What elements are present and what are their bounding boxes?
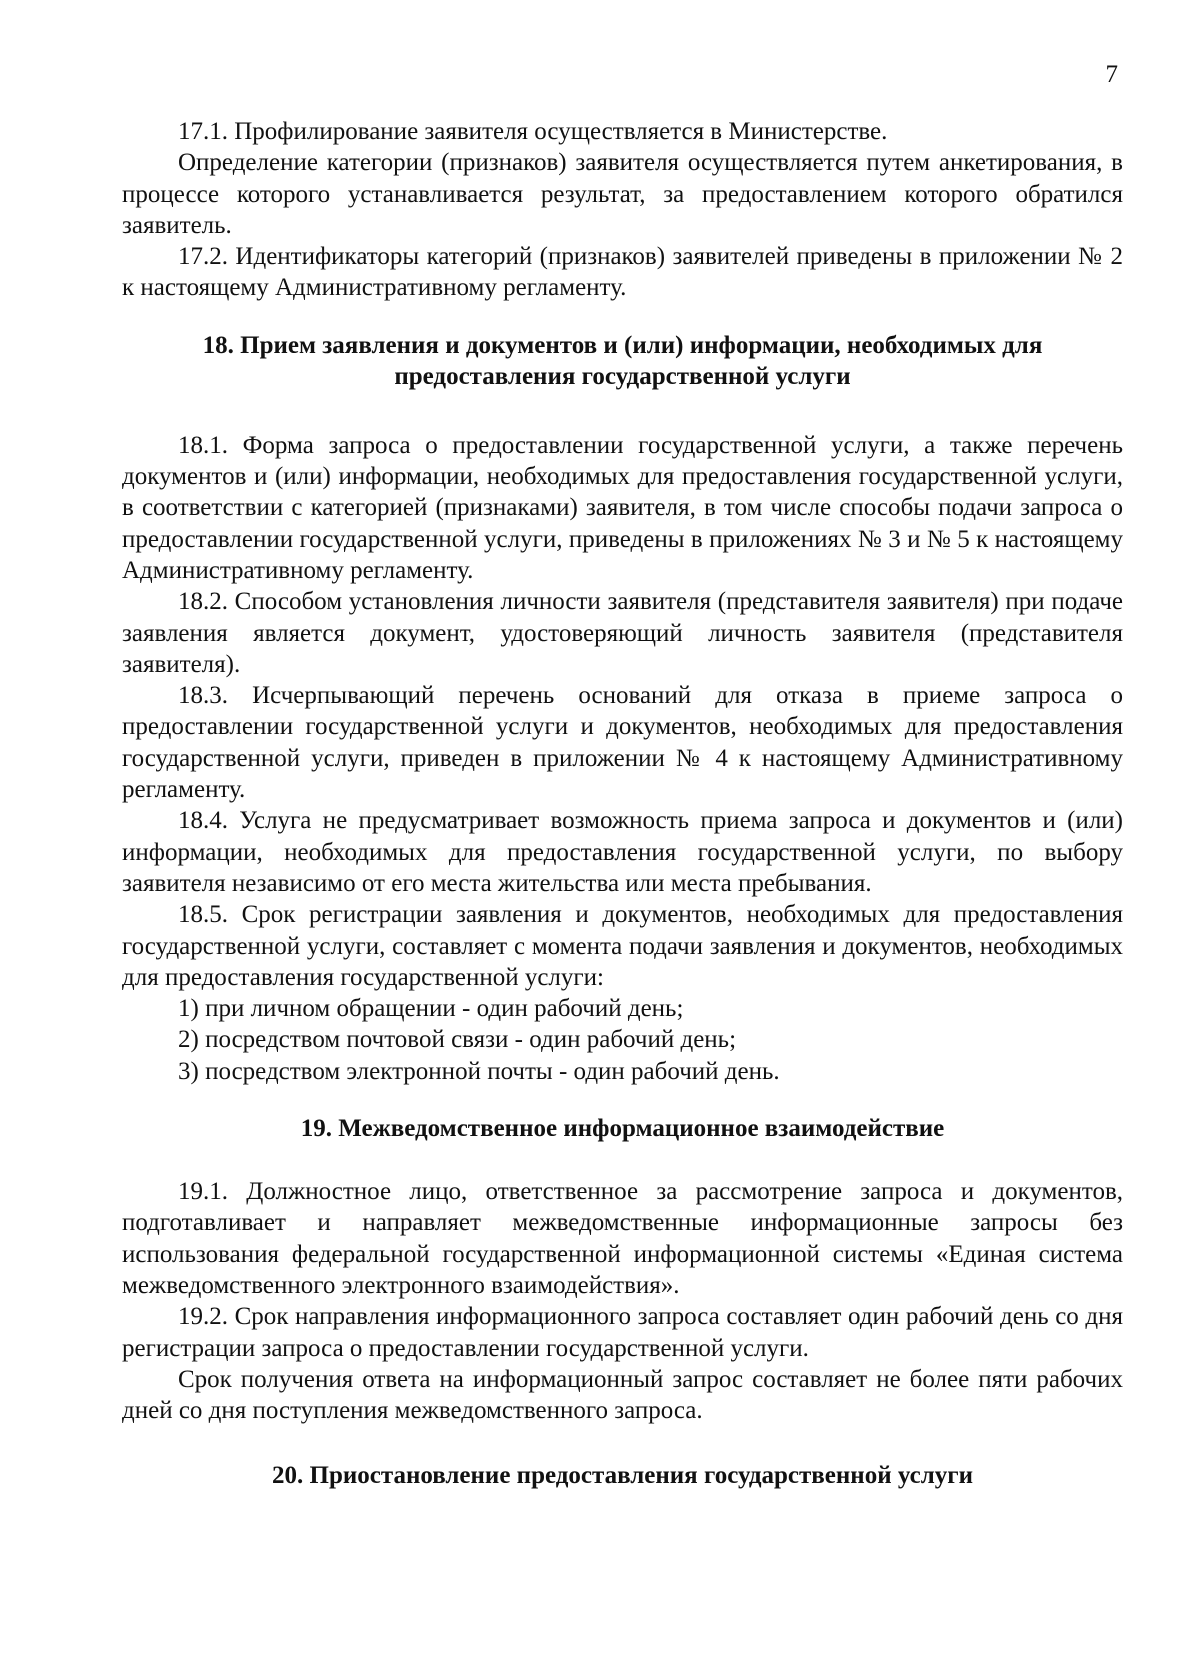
section-19	[122, 1176, 1123, 1426]
paragraph-17-1: 17.1. Профилирование заявителя осуществляется в Министерстве.	[178, 118, 888, 145]
paragraph-18-1: 18.1. Форма запроса о предоставлении государственной услуги, а также перечень документов и (или) информации, необходимых для предоставления государственной услуги, в соответствии с категорией (признаками) заявителя, в том числе способы подачи запроса о предоставлении государственной услуги, приведены в приложениях № 3 и № 5 к настоящему Административному регламенту.	[122, 431, 1123, 584]
section-17	[122, 116, 1123, 304]
paragraph-19-2: 19.2. Срок направления информационного запроса составляет один рабочий день со дня регистрации запроса о предоставлении государственной услуги.	[122, 1303, 1123, 1362]
list-item-18-5-2: 2) посредством почтовой связи - один рабочий день;	[178, 1026, 737, 1054]
page-content	[122, 116, 1123, 1491]
paragraph-17-1-definition: Определение категории (признаков) заявителя осуществляется путем анкетирования, в процессе которого устанавливается результат, за предоставлением которого обратился заявитель.	[122, 149, 1123, 239]
paragraph-18-3: 18.3. Исчерпывающий перечень оснований для отказа в приеме запроса о предоставлении государственной услуги и документов, необходимых для предоставления государственной услуги, приведен в приложении № 4 к настоящему Административному регламенту.	[122, 682, 1123, 804]
paragraph-18-5: 18.5. Срок регистрации заявления и документов, необходимых для предоставления государственной услуги, составляет с момента подачи заявления и документов, необходимых для предоставления государственной услуги:	[122, 901, 1123, 991]
page-number: 7	[1105, 61, 1118, 88]
paragraph-17-2: 17.2. Идентификаторы категорий (признаков) заявителей приведены в приложении № 2 к настоящему Административному регламенту.	[122, 243, 1123, 302]
section-18	[122, 430, 1123, 1087]
section-20-heading: 20. Приостановление предоставления государственной услуги	[272, 1462, 973, 1490]
list-item-18-5-3: 3) посредством электронной почты - один рабочий день.	[178, 1057, 780, 1085]
paragraph-19-1: 19.1. Должностное лицо, ответственное за рассмотрение запроса и документов, подготавливает и направляет межведомственные информационные запросы без использования федеральной государственной информационной системы «Единая система межведомственного электронного взаимодействия».	[122, 1178, 1123, 1299]
paragraph-19-2-response: Срок получения ответа на информационный запрос составляет не более пяти рабочих дней со дня поступления межведомственного запроса.	[122, 1365, 1123, 1425]
section-18-heading: 18. Прием заявления и документов и (или) информации, необходимых для предоставления государственной услуги	[202, 331, 1043, 390]
section-19-heading: 19. Межведомственное информационное взаимодействие	[300, 1115, 945, 1143]
paragraph-18-4: 18.4. Услуга не предусматривает возможность приема запроса и документов и (или) информации, необходимых для предоставления государственной услуги, по выбору заявителя независимо от его места жительства или места пребывания.	[122, 807, 1123, 897]
list-item-18-5-1: 1) при личном обращении - один рабочий день;	[178, 995, 684, 1023]
paragraph-18-2: 18.2. Способом установления личности заявителя (представителя заявителя) при подаче заявления является документ, удостоверяющий личность заявителя (представителя заявителя).	[122, 588, 1123, 678]
